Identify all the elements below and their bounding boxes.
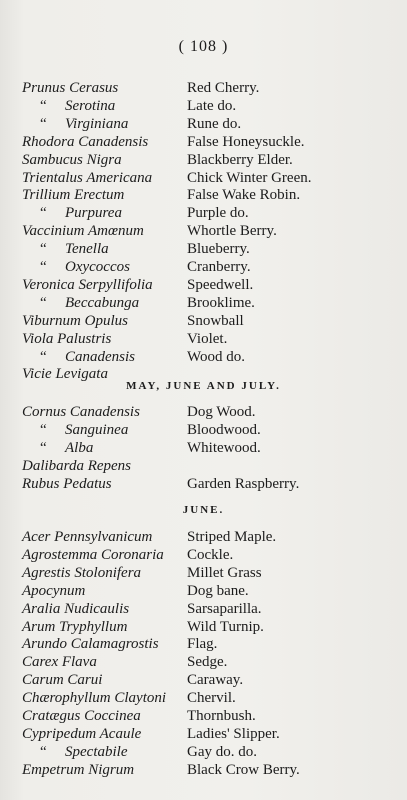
common-name: Black Crow Berry. <box>187 761 300 778</box>
latin-name: Virginiana <box>65 115 129 132</box>
latin-name: Viola Palustris <box>22 330 112 347</box>
common-name: Whortle Berry. <box>187 223 277 240</box>
common-name: Rune do. <box>187 115 242 132</box>
common-name: Wood do. <box>187 348 245 365</box>
latin-name: Trillium Erectum <box>22 187 125 204</box>
common-name: Caraway. <box>187 672 244 689</box>
common-name: Cranberry. <box>187 259 251 275</box>
common-name: Chervil. <box>187 690 236 707</box>
common-name: Brooklime. <box>187 294 255 311</box>
latin-name: Arum Tryphyllum <box>22 618 128 635</box>
latin-name: Serotina <box>65 97 116 114</box>
common-name: Purple do. <box>187 205 249 222</box>
common-name: Striped Maple. <box>187 529 277 545</box>
latin-name: Aralia Nudicaulis <box>22 600 130 617</box>
latin-name: Viburnum Opulus <box>22 312 128 329</box>
common-name: False Honeysuckle. <box>187 133 305 150</box>
latin-name: Sambucus Nigra <box>22 151 122 168</box>
latin-name: Veronica Serpyllifolia <box>22 276 153 293</box>
ditto-mark: “ <box>40 97 47 114</box>
latin-name: Beccabunga <box>65 294 140 311</box>
latin-name: Cypripedum Acaule <box>22 725 142 742</box>
ditto-mark: “ <box>40 115 47 132</box>
ditto-mark: “ <box>40 421 47 438</box>
common-name: Thornbush. <box>187 708 256 724</box>
latin-name: Purpurea <box>65 205 122 222</box>
latin-name: Canadensis <box>65 348 136 365</box>
latin-name: Dalibarda Repens <box>22 457 132 474</box>
latin-name: Rhodora Canadensis <box>22 133 149 150</box>
latin-name: Cornus Canadensis <box>22 404 140 420</box>
common-name: Wild Turnip. <box>187 618 264 635</box>
common-name: Sedge. <box>187 654 228 671</box>
common-name: Millet Grass <box>187 564 262 581</box>
common-name: Dog bane. <box>187 582 249 599</box>
common-name: Ladies' Slipper. <box>187 725 280 742</box>
common-name: Blueberry. <box>187 241 250 258</box>
latin-name: Tenella <box>65 241 109 258</box>
ditto-mark: “ <box>40 241 47 258</box>
page-number: ( 108 ) <box>178 38 229 55</box>
common-name: Late do. <box>187 97 237 114</box>
common-name: Cockle. <box>187 546 234 563</box>
ditto-mark: “ <box>40 743 47 760</box>
latin-name: Arundo Calamagrostis <box>22 636 159 653</box>
common-name: Blackberry Elder. <box>187 151 293 168</box>
section-heading: JUNE. <box>182 504 225 516</box>
latin-name: Oxycoccos <box>65 259 130 275</box>
section-heading: MAY, JUNE AND JULY. <box>126 380 281 392</box>
latin-name: Chærophyllum Claytoni <box>22 690 167 707</box>
latin-name: Apocynum <box>22 582 86 599</box>
latin-name: Sanguinea <box>65 421 129 438</box>
latin-name: Cratægus Coccinea <box>22 708 141 724</box>
common-name: Gay do. do. <box>187 743 257 760</box>
common-name: Sarsaparilla. <box>187 600 262 617</box>
ditto-mark: “ <box>40 439 47 456</box>
common-name: Snowball <box>187 312 244 329</box>
ditto-mark: “ <box>40 294 47 311</box>
ditto-mark: “ <box>40 205 47 222</box>
latin-name: Carum Carui <box>22 672 103 689</box>
common-name: Garden Raspberry. <box>187 475 300 492</box>
common-name: Flag. <box>187 636 218 653</box>
latin-name: Agrostemma Coronaria <box>22 546 164 563</box>
plant-entry <box>0 474 407 494</box>
latin-name: Trientalus Americana <box>22 169 153 186</box>
common-name: Whitewood. <box>187 439 261 456</box>
ditto-mark: “ <box>40 259 47 275</box>
latin-name: Vaccinium Amœnum <box>22 223 144 240</box>
latin-name: Acer Pennsylvanicum <box>22 529 153 545</box>
common-name: Violet. <box>187 330 228 347</box>
latin-name: Spectabile <box>65 743 128 760</box>
common-name: Chick Winter Green. <box>187 169 312 186</box>
common-name: False Wake Robin. <box>187 187 301 204</box>
latin-name: Alba <box>65 439 94 456</box>
common-name: Red Cherry. <box>187 80 260 96</box>
common-name: Speedwell. <box>187 276 254 293</box>
latin-name: Rubus Pedatus <box>22 475 112 492</box>
plant-entry <box>0 760 407 780</box>
common-name: Dog Wood. <box>187 404 256 420</box>
latin-name: Vicie Levigata <box>22 366 108 383</box>
latin-name: Carex Flava <box>22 654 97 671</box>
common-name: Bloodwood. <box>187 421 261 438</box>
latin-name: Empetrum Nigrum <box>22 761 135 778</box>
latin-name: Prunus Cerasus <box>22 80 119 96</box>
ditto-mark: “ <box>40 348 47 365</box>
latin-name: Agrestis Stolonifera <box>22 564 142 581</box>
